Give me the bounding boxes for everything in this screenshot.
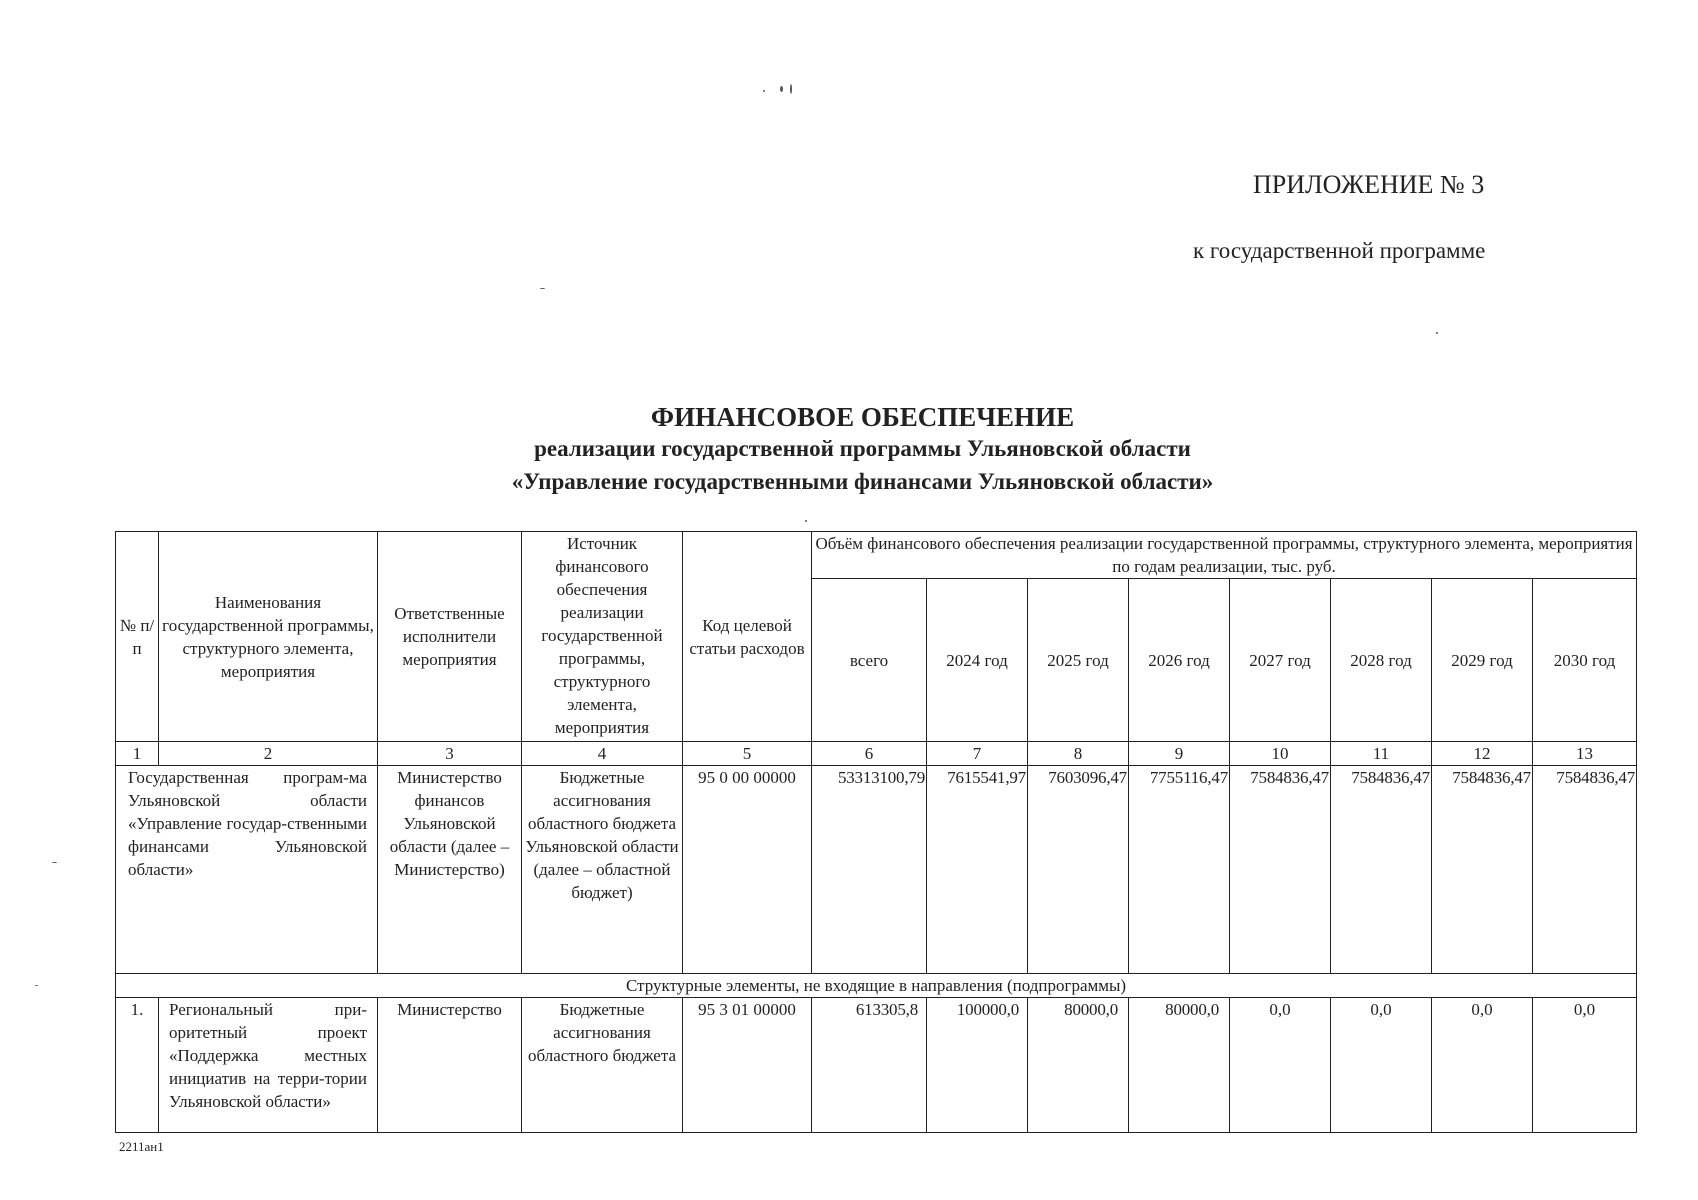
header-source: Источник финансового обеспечения реализации государственной программы, структурного элемента, мероприятия [522, 532, 683, 742]
row-code: 95 3 01 00000 [683, 998, 812, 1133]
program-value-year: 7615541,97 [927, 766, 1028, 974]
document-code: 2211ан1 [119, 1139, 164, 1154]
scan-speck [1436, 332, 1438, 334]
header-year: 2025 год [1028, 579, 1129, 742]
header-year: 2028 год [1331, 579, 1432, 742]
column-number: 5 [683, 742, 812, 766]
scan-speck [52, 862, 57, 863]
row-executor: Министерство [378, 998, 522, 1133]
scan-speck [763, 90, 765, 92]
header-year: 2027 год [1230, 579, 1331, 742]
scan-speck [805, 520, 807, 522]
column-number: 7 [927, 742, 1028, 766]
header-year: 2026 год [1129, 579, 1230, 742]
column-number: 8 [1028, 742, 1129, 766]
column-number: 11 [1331, 742, 1432, 766]
header-year: 2029 год [1432, 579, 1533, 742]
scan-speck [540, 288, 545, 289]
row-value-year: 80000,0 [1129, 998, 1230, 1133]
document-title: ФИНАНСОВОЕ ОБЕСПЕЧЕНИЕ [650, 402, 1075, 432]
program-value-year: 7603096,47 [1028, 766, 1129, 974]
column-number: 2 [159, 742, 378, 766]
column-number: 12 [1432, 742, 1533, 766]
program-code-cell: 95 0 00 00000 [683, 766, 812, 974]
table-row [116, 998, 1637, 1133]
header-year: 2030 год [1533, 579, 1637, 742]
header-executors: Ответственные исполнители мероприятия [378, 532, 522, 742]
program-value-year: 7584836,47 [1331, 766, 1432, 974]
column-number: 9 [1129, 742, 1230, 766]
document-subtitle: реализации государственной программы Ульяновской области [534, 436, 1191, 461]
program-value-total: 53313100,79 [812, 766, 927, 974]
column-number: 6 [812, 742, 927, 766]
program-name-cell: Государственная програм-ма Ульяновской области «Управление государ-ственными финансами Ульяновской области» [116, 766, 378, 974]
scan-speck [780, 86, 783, 92]
financing-table [115, 531, 1637, 1133]
column-number: 4 [522, 742, 683, 766]
program-value-year: 7584836,47 [1230, 766, 1331, 974]
row-value-year: 100000,0 [927, 998, 1028, 1133]
column-number: 13 [1533, 742, 1637, 766]
section-label: Структурные элементы, не входящие в направления (подпрограммы) [116, 974, 1637, 998]
program-source-cell: Бюджетные ассигнования областного бюджета Ульяновской области (далее – областной бюджет) [522, 766, 683, 974]
row-value-year: 0,0 [1331, 998, 1432, 1133]
row-name: Региональный при-оритетный проект «Поддержка местных инициатив на терри-тории Ульяновской области» [159, 998, 378, 1133]
row-value-year: 80000,0 [1028, 998, 1129, 1133]
header-name: Наименования государственной программы, структурного элемента, мероприятия [159, 532, 378, 742]
program-name: «Управление государственными финансами Ульяновской области» [511, 469, 1214, 494]
column-number: 10 [1230, 742, 1331, 766]
header-code: Код целевой статьи расходов [683, 532, 812, 742]
appendix-subtitle: к государственной программе [1193, 238, 1486, 263]
program-value-year: 7755116,47 [1129, 766, 1230, 974]
row-value-year: 0,0 [1432, 998, 1533, 1133]
row-source: Бюджетные ассигнования областного бюджета [522, 998, 683, 1133]
header-year: 2024 год [927, 579, 1028, 742]
column-number: 3 [378, 742, 522, 766]
header-num: № п/п [116, 532, 159, 742]
header-volume: Объём финансового обеспечения реализации государственной программы, структурного элемента, мероприятия по годам реализации, тыс. руб. [812, 532, 1637, 579]
row-num: 1. [116, 998, 159, 1133]
scan-speck [790, 84, 792, 94]
program-value-year: 7584836,47 [1432, 766, 1533, 974]
row-value-year: 0,0 [1533, 998, 1637, 1133]
column-number: 1 [116, 742, 159, 766]
row-value-year: 0,0 [1230, 998, 1331, 1133]
scan-speck [35, 985, 38, 986]
appendix-title: ПРИЛОЖЕНИЕ № 3 [1253, 170, 1485, 199]
row-value-total: 613305,8 [812, 998, 927, 1133]
header-total: всего [812, 579, 927, 742]
program-row [116, 766, 1637, 974]
program-executor-cell: Министерство финансов Ульяновской области (далее – Министерство) [378, 766, 522, 974]
program-value-year: 7584836,47 [1533, 766, 1637, 974]
